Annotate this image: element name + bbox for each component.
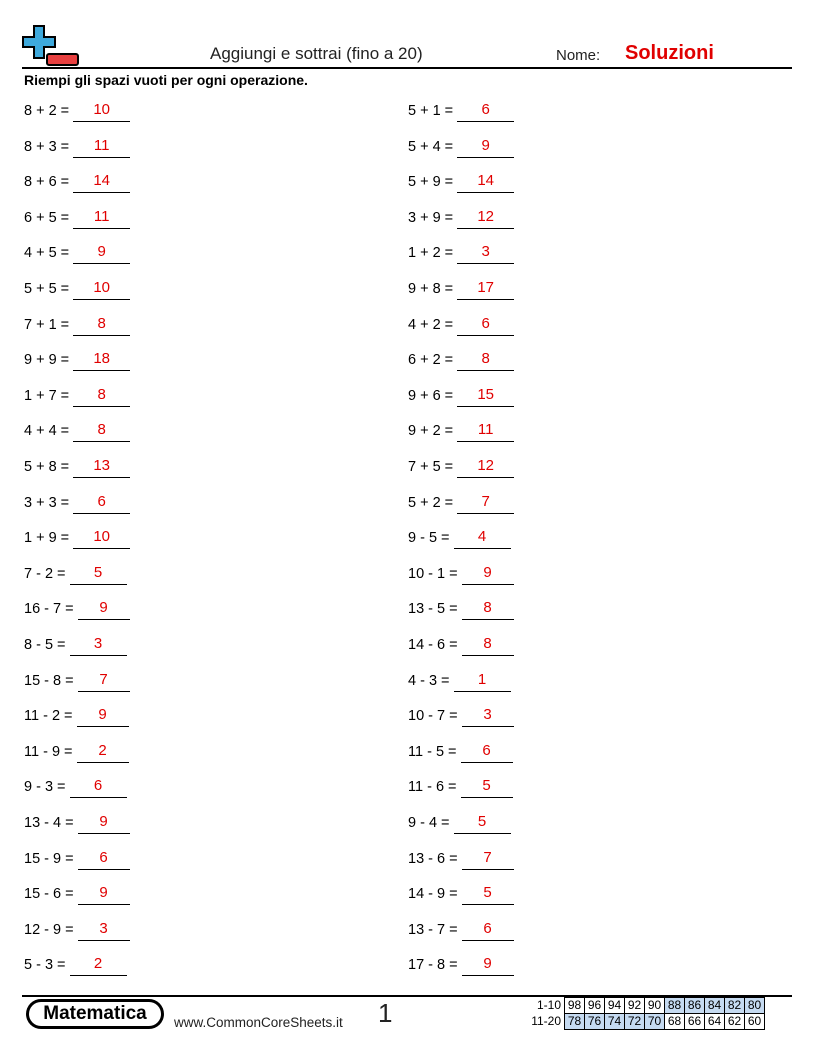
plus-minus-logo-icon — [22, 24, 80, 68]
answer-value: 5 — [477, 813, 487, 830]
answer-value: 11 — [477, 421, 494, 439]
problem-item — [408, 671, 538, 695]
problem-equation: 15 - 8 = — [24, 672, 74, 689]
problem-item — [24, 742, 154, 766]
answer-value: 12 — [477, 457, 494, 474]
answer-blank[interactable] — [457, 421, 514, 442]
answer-blank[interactable] — [73, 279, 130, 300]
answer-blank[interactable] — [457, 493, 514, 514]
problem-item — [24, 421, 154, 445]
answer-blank[interactable] — [457, 350, 514, 371]
answer-blank[interactable] — [77, 742, 129, 763]
answer-value: 8 — [481, 350, 490, 368]
answer-blank[interactable] — [78, 599, 130, 620]
problem-equation: 15 - 9 = — [24, 850, 74, 867]
score-cell: 80 — [745, 998, 765, 1014]
score-cell: 86 — [685, 998, 705, 1014]
answer-value: 7 — [483, 848, 492, 866]
problem-equation: 14 - 9 = — [408, 886, 458, 903]
answer-value: 11 — [93, 207, 110, 225]
answer-value: 9 — [97, 243, 106, 261]
problem-item — [24, 528, 154, 552]
answer-blank[interactable] — [462, 635, 514, 656]
answer-value: 3 — [99, 919, 108, 937]
answer-blank[interactable] — [462, 599, 514, 620]
score-row-label: 11-20 — [531, 1014, 561, 1028]
problem-equation: 11 - 9 = — [24, 743, 73, 760]
problem-item — [24, 208, 154, 232]
answer-blank[interactable] — [454, 813, 511, 834]
problem-equation: 9 - 5 = — [408, 530, 450, 547]
problem-equation: 8 - 5 = — [24, 637, 66, 653]
answer-blank[interactable] — [78, 849, 130, 870]
site-url: www.CommonCoreSheets.it — [174, 1015, 343, 1030]
problem-equation: 11 - 6 = — [408, 779, 457, 796]
problem-item — [24, 493, 154, 517]
score-cell: 62 — [725, 1014, 745, 1030]
problem-equation: 5 + 9 = — [408, 174, 454, 191]
answer-value: 9 — [481, 136, 490, 154]
answer-value: 9 — [483, 955, 492, 973]
answer-blank[interactable] — [73, 350, 130, 371]
problem-item — [24, 101, 154, 125]
problem-equation: 4 + 4 = — [24, 423, 70, 440]
answer-value: 12 — [477, 207, 494, 225]
answer-value: 6 — [483, 919, 492, 937]
score-cell: 98 — [565, 998, 585, 1014]
answer-blank[interactable] — [78, 920, 130, 941]
problem-equation: 1 + 9 = — [24, 530, 70, 547]
problem-item — [24, 172, 154, 196]
answer-blank[interactable] — [78, 813, 130, 834]
answer-blank[interactable] — [78, 671, 130, 692]
answer-blank[interactable] — [78, 884, 130, 905]
page-number: 1 — [378, 998, 393, 1028]
header-divider — [22, 67, 792, 69]
problem-item — [408, 955, 538, 979]
answer-blank[interactable] — [73, 243, 130, 264]
problem-equation: 12 - 9 = — [24, 921, 74, 938]
problem-equation: 9 - 3 = — [24, 779, 66, 796]
problem-item — [24, 635, 154, 659]
problem-item — [408, 528, 538, 552]
problem-equation: 8 + 6 = — [24, 174, 70, 191]
answer-blank[interactable] — [461, 777, 513, 798]
answer-value: 6 — [93, 777, 103, 795]
problem-equation: 3 + 9 = — [408, 209, 454, 226]
problem-item — [408, 777, 538, 801]
answer-value: 5 — [482, 777, 491, 795]
answer-value: 8 — [97, 385, 106, 403]
problem-item — [408, 635, 538, 659]
score-cell: 64 — [705, 1014, 725, 1030]
brand-badge — [26, 999, 164, 1029]
problem-item — [24, 457, 154, 481]
answer-blank[interactable] — [457, 208, 514, 229]
answer-blank[interactable] — [77, 706, 129, 727]
problem-equation: 17 - 8 = — [408, 957, 458, 974]
score-cell: 66 — [685, 1014, 705, 1030]
answer-blank[interactable] — [462, 920, 514, 941]
problem-item — [408, 386, 538, 410]
score-cell: 84 — [705, 998, 725, 1014]
page-title: Aggiungi e sottrai (fino a 20) — [210, 44, 423, 63]
score-row — [527, 998, 765, 1014]
problem-equation: 9 + 8 = — [408, 281, 454, 297]
problem-equation: 9 + 2 = — [408, 423, 454, 440]
problem-equation: 13 - 5 = — [408, 601, 458, 618]
answer-value: 15 — [477, 385, 494, 403]
brand-label: Matematica — [29, 1002, 161, 1026]
score-cell: 90 — [645, 998, 665, 1014]
answer-value: 11 — [93, 136, 110, 154]
problem-equation: 13 - 4 = — [24, 815, 74, 831]
answer-value: 18 — [93, 350, 110, 368]
score-cell: 60 — [745, 1014, 765, 1030]
problem-equation: 11 - 2 = — [24, 708, 73, 725]
answer-value: 1 — [477, 670, 487, 688]
problem-equation: 7 - 2 = — [24, 565, 66, 582]
answer-blank[interactable] — [462, 955, 514, 976]
answer-blank[interactable] — [73, 172, 130, 193]
answer-value: 7 — [481, 492, 490, 510]
problem-item — [24, 243, 154, 267]
problem-equation: 10 - 1 = — [408, 565, 458, 582]
score-table — [527, 997, 765, 1030]
score-cell: 76 — [585, 1014, 605, 1030]
problem-item — [408, 137, 538, 161]
problem-equation: 10 - 7 = — [408, 708, 458, 725]
problem-equation: 8 + 2 = — [24, 103, 70, 119]
answer-value: 6 — [481, 101, 490, 118]
answer-value: 9 — [99, 884, 108, 902]
answer-blank[interactable] — [457, 172, 514, 193]
answer-value: 13 — [93, 457, 110, 474]
problem-equation: 7 + 5 = — [408, 459, 454, 475]
answer-blank[interactable] — [457, 457, 514, 478]
problem-item — [24, 564, 154, 588]
answer-value: 8 — [483, 635, 492, 652]
answer-value: 3 — [483, 706, 492, 724]
answer-blank[interactable] — [73, 101, 130, 122]
answer-blank[interactable] — [462, 564, 514, 585]
problem-item — [24, 386, 154, 410]
answer-blank[interactable] — [73, 208, 130, 229]
problem-item — [408, 315, 538, 339]
answer-value: 10 — [93, 279, 110, 296]
answer-value: 9 — [483, 563, 492, 581]
problem-equation: 15 - 6 = — [24, 886, 74, 903]
problem-item — [408, 350, 538, 374]
score-cell: 82 — [725, 998, 745, 1014]
problem-equation: 6 + 2 = — [408, 352, 454, 369]
answer-value: 8 — [97, 421, 106, 439]
problem-item — [408, 564, 538, 588]
problem-equation: 5 + 4 = — [408, 138, 454, 155]
answer-blank[interactable] — [70, 955, 127, 976]
score-cell: 68 — [665, 1014, 685, 1030]
answer-blank[interactable] — [73, 315, 130, 336]
score-cell: 70 — [645, 1014, 665, 1030]
answer-blank[interactable] — [457, 315, 514, 336]
problem-equation: 13 - 7 = — [408, 921, 458, 938]
answer-blank[interactable] — [457, 243, 514, 264]
score-cell: 88 — [665, 998, 685, 1014]
answer-blank[interactable] — [454, 528, 511, 549]
problem-item — [408, 849, 538, 873]
problem-item — [408, 172, 538, 196]
name-value: Soluzioni — [625, 42, 714, 64]
answer-value: 6 — [99, 848, 108, 866]
score-cell: 74 — [605, 1014, 625, 1030]
answer-value: 6 — [97, 492, 106, 510]
score-cell: 78 — [565, 1014, 585, 1030]
answer-blank[interactable] — [73, 386, 130, 407]
problem-item — [408, 706, 538, 730]
answer-blank[interactable] — [462, 706, 514, 727]
name-label: Nome: — [556, 47, 601, 64]
problem-equation: 14 - 6 = — [408, 637, 458, 653]
answer-value: 7 — [99, 670, 108, 688]
answer-blank[interactable] — [457, 279, 514, 300]
score-row-label: 1-10 — [536, 998, 561, 1012]
answer-blank[interactable] — [461, 742, 513, 763]
answer-value: 9 — [99, 813, 108, 830]
problem-item — [24, 955, 154, 979]
answer-value: 9 — [99, 599, 108, 617]
problem-equation: 5 + 5 = — [24, 281, 70, 297]
problem-item — [408, 884, 538, 908]
problem-item — [24, 350, 154, 374]
problem-equation: 8 + 3 = — [24, 138, 70, 155]
problem-item — [408, 101, 538, 125]
answer-value: 8 — [483, 599, 492, 617]
problem-equation: 9 + 6 = — [408, 387, 454, 404]
problem-equation: 6 + 5 = — [24, 209, 70, 226]
problem-equation: 16 - 7 = — [24, 601, 74, 618]
instructions: Riempi gli spazi vuoti per ogni operazione. — [24, 72, 308, 88]
problem-equation: 1 + 7 = — [24, 387, 70, 404]
problem-equation: 4 + 2 = — [408, 316, 454, 333]
answer-value: 2 — [93, 955, 103, 973]
answer-value: 2 — [98, 741, 107, 759]
answer-blank[interactable] — [457, 386, 514, 407]
problem-equation: 5 + 1 = — [408, 103, 454, 119]
answer-blank[interactable] — [457, 137, 514, 158]
answer-value: 5 — [93, 563, 103, 581]
score-cell: 94 — [605, 998, 625, 1014]
problem-item — [408, 742, 538, 766]
answer-value: 10 — [93, 101, 110, 118]
answer-blank[interactable] — [73, 457, 130, 478]
problem-item — [24, 777, 154, 801]
score-row — [527, 1014, 765, 1030]
answer-value: 4 — [477, 528, 487, 546]
problem-equation: 5 + 8 = — [24, 459, 70, 475]
score-cell: 96 — [585, 998, 605, 1014]
answer-value: 3 — [481, 243, 490, 261]
problem-equation: 4 - 3 = — [408, 672, 450, 689]
answer-blank[interactable] — [73, 528, 130, 549]
problem-item — [408, 493, 538, 517]
problem-item — [408, 920, 538, 944]
problem-item — [24, 706, 154, 730]
answer-blank[interactable] — [462, 884, 514, 905]
problem-item — [408, 208, 538, 232]
score-cell: 92 — [625, 998, 645, 1014]
problem-equation: 3 + 3 = — [24, 494, 70, 511]
problem-item — [24, 813, 154, 837]
problem-equation: 11 - 5 = — [408, 743, 457, 760]
problem-item — [24, 279, 154, 303]
answer-value: 14 — [93, 172, 110, 190]
answer-value: 10 — [93, 528, 110, 546]
problem-item — [24, 315, 154, 339]
answer-blank[interactable] — [457, 101, 514, 122]
problem-equation: 7 + 1 = — [24, 316, 70, 333]
score-cell: 72 — [625, 1014, 645, 1030]
answer-blank[interactable] — [70, 564, 127, 585]
answer-blank[interactable] — [73, 137, 130, 158]
problem-item — [24, 920, 154, 944]
answer-blank[interactable] — [462, 849, 514, 870]
answer-value: 3 — [93, 635, 103, 652]
problem-equation: 1 + 2 = — [408, 245, 454, 262]
answer-value: 9 — [98, 706, 107, 724]
problem-equation: 5 + 2 = — [408, 494, 454, 511]
problem-equation: 5 - 3 = — [24, 957, 66, 974]
answer-blank[interactable] — [73, 421, 130, 442]
problem-equation: 9 - 4 = — [408, 815, 450, 831]
problem-item — [408, 599, 538, 623]
answer-blank[interactable] — [73, 493, 130, 514]
problem-item — [24, 137, 154, 161]
problem-equation: 13 - 6 = — [408, 850, 458, 867]
answer-value: 8 — [97, 314, 106, 332]
problem-item — [408, 243, 538, 267]
problem-equation: 4 + 5 = — [24, 245, 70, 262]
answer-value: 6 — [481, 314, 490, 332]
problem-item — [408, 421, 538, 445]
answer-blank[interactable] — [70, 635, 127, 656]
problem-equation: 9 + 9 = — [24, 352, 70, 369]
answer-value: 6 — [482, 741, 491, 759]
problem-item — [24, 849, 154, 873]
problem-item — [408, 813, 538, 837]
answer-blank[interactable] — [70, 777, 127, 798]
problem-item — [24, 599, 154, 623]
problem-item — [408, 457, 538, 481]
problem-item — [24, 671, 154, 695]
answer-value: 17 — [477, 279, 494, 296]
problem-item — [408, 279, 538, 303]
answer-value: 14 — [477, 172, 494, 190]
answer-value: 5 — [483, 884, 492, 902]
answer-blank[interactable] — [454, 671, 511, 692]
problem-item — [24, 884, 154, 908]
